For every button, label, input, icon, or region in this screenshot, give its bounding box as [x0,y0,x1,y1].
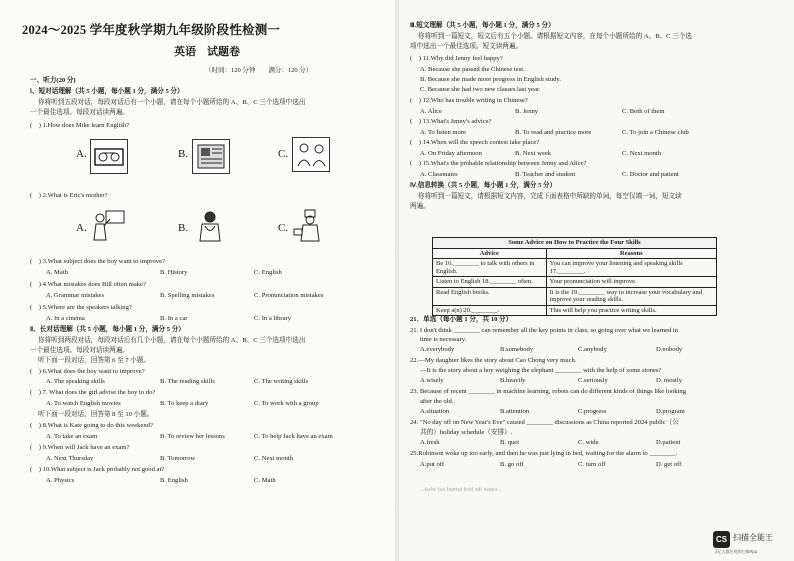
camscanner-logo: CS [713,531,730,548]
table-header-advice: Advice [433,248,547,259]
q23-option-d: D.program [656,408,685,415]
q3-option-b: B. History [160,269,188,276]
question-4: ( ) 4.What mistakes does Bill often make? [30,281,146,288]
section-3-instruction: 你将听到一篇短文，短文后有五个小题。请根据短文内容，在每个小题所给的 A、B、C 三个选 [418,33,693,40]
question-11: ( ) 11.Why did Jenny feel happy? [410,55,503,62]
q5-option-c: C. In a library [254,315,291,322]
q24-option-b: B. quet [500,439,520,446]
option-label: B. [178,148,189,160]
q11-option-c: C. Because she had two new classes last year. [420,86,541,93]
q12-option-b: B. Jenny [515,108,539,115]
q22-option-c: C.seriously [578,377,608,384]
q23-option-b: B.attention [500,408,530,415]
q25-option-a: A.put off [420,461,445,468]
option-label: A. [76,148,87,160]
q12-option-c: C. Both of them [622,108,665,115]
q14-option-c: C. Next month [622,150,662,157]
q21-option-b: B.somebody [500,346,534,353]
q21-option-a: A.everybody [420,346,455,353]
cook-picture [292,209,328,242]
section-3-instruction: 项中选出一个最佳选项。短文读两遍。 [410,43,523,50]
question-5: ( ) 5.Where are the speakers talking? [30,304,132,311]
question-22-cont: —It is the story about a boy weighing the elephant ________ with the help of some stones? [420,367,662,374]
q7-option-c: C. To work with a group [254,400,319,407]
q13-option-c: C. To join a Chinese club [622,129,689,136]
q22-option-d: D. mostly [656,377,683,384]
question-15: ( ) 15.What's the probable relationship between Jenny and Alice? [410,160,587,167]
question-8: ( ) 8.What is Kate going to do this weekend? [30,422,153,429]
q6-option-a: A. The speaking skills [46,378,105,385]
q15-option-c: C. Doctor and patient [622,171,679,178]
table-cell: You can improve your listening and speaking skills 17.________. [546,259,716,277]
question-14: ( ) 14.When will the speech contest take place? [410,139,540,146]
advice-table [432,237,717,316]
table-row [433,277,717,288]
q10-option-a: A. Physics [46,477,75,484]
table-row [433,287,717,305]
page-fold [395,0,399,561]
question-23-cont: after the old. [420,398,454,405]
option-label: A. [76,222,87,234]
option-label: C. [278,222,289,234]
q11-option-a: A. Because she passed the Chinese test. [420,66,525,73]
question-23: 23. Because of recent ________ in machine learning, robots can do different kinds of things like looking [410,388,687,395]
q13-option-a: A. To listen more [420,129,466,136]
question-13: ( ) 13.What's Jenny's advice? [410,118,492,125]
question-10: ( ) 10.What subject is Jack probably not good at? [30,466,165,473]
q21-option-d: D.nobody [656,346,683,353]
q8-option-a: A. To take an exam [46,433,98,440]
teacher-picture [90,209,126,242]
question-21-cont: time is necessary. [420,336,467,343]
table-cell: It is the 19.________ way to increase your vocabulary and improve your reading skills. [546,287,716,305]
question-1: ( ) 1.How does Mike learn English? [30,122,130,129]
q9-option-b: B. Tomorrow [160,455,196,462]
scanner-watermark [713,530,785,558]
q8-option-c: C. To help Jack have an exam [254,433,333,440]
q12-option-a: A. Alice [420,108,442,115]
section-1-instruction: 一个最佳选项。每段对话读两遍。 [30,109,129,116]
q4-option-b: B. Spelling mistakes [160,292,215,299]
table-cell: Your pronunciation will improve. [546,277,716,288]
question-25: 25.Robinson woke up too early, and then he was just lying in bed, waiting for the alarm to ________. [410,450,678,457]
question-12: ( ) 12.Who has trouble writing in Chinese? [410,97,528,104]
table-row [433,305,717,316]
question-21: 21. I don't think ________ can remember all the key points in class, so going over what we learned in [410,327,678,334]
q24-option-d: D.patient [656,439,681,446]
q23-option-c: C.progress [578,408,607,415]
exam-title: 2024～2025 学年度秋学期九年级阶段性检测一 [22,23,281,37]
question-2: ( ) 2.What is Eric's mother? [30,192,108,199]
q7-option-b: B. To keep a diary [160,400,209,407]
q22-option-a: A.wisely [420,377,444,384]
question-9: ( ) 9.When will Jack have an exam? [30,444,130,451]
q4-option-a: A. Grammar mistakes [46,292,105,299]
tape-recorder-picture [90,139,128,174]
q9-option-c: C. Next month [254,455,294,462]
section-5-heading: 21．单选（每小题 1 分，共 10 分） [410,316,513,323]
q23-option-a: A.situation [420,408,450,415]
q14-option-a: A. On Friday afternoon [420,150,482,157]
table-cell: Keep a(n) 20.________. [433,305,547,316]
question-6: ( ) 6.What does the boy want to improve? [30,368,145,375]
scanner-name: 扫描全能王 [733,533,773,542]
q15-option-b: B. Teacher and student [515,171,576,178]
section-1-heading: Ⅰ、短对话理解（共 5 小题，每小题 1 分，满分 5 分） [30,88,184,95]
section-3-heading: Ⅲ.短文理解（共 5 小题，每小题 1 分，满分 5 分） [410,22,555,29]
option-label: C. [278,148,289,160]
section-2-instruction: 听下面一段对话，回答第 8 至 10 小题。 [38,411,154,418]
q3-option-c: C. English [254,269,282,276]
q22-option-b: B.heavily [500,377,526,384]
q15-option-a: A. Classmates [420,171,458,178]
q14-option-b: B. Next week [515,150,552,157]
table-cell: This will help you practice writing skills. [546,305,716,316]
question-22: 22.—My daughter likes the story about Cao Chong very much. [410,357,577,364]
q24-option-a: A.fresh [420,439,440,446]
doctor-picture [192,209,228,242]
bleed-through-text: ...cause the bird turned out what... [420,487,502,493]
table-header-reasons: Reasons [546,248,716,259]
table-cell: Be 16.________ to talk with others in English. [433,259,547,277]
q9-option-a: A. Next Thursday [46,455,94,462]
section-2-heading: Ⅱ、长对话理解（共 5 小题，每小题 1 分，满分 5 分） [30,326,185,333]
q5-option-a: A. In a cinema [46,315,85,322]
question-24-cont: 共的）holiday schedule（安排）. [420,429,513,436]
newspaper-picture [192,139,230,174]
q10-option-b: B. English [160,477,188,484]
table-title: Some Advice on How to Practice the Four Skills [433,238,717,249]
q6-option-b: B. The reading skills [160,378,215,385]
q25-option-b: B. go off [500,461,524,468]
q25-option-c: C. turn off [578,461,606,468]
table-row [433,259,717,277]
exam-subtitle: 英语 试题卷 [174,46,240,58]
table-cell: Read English books. [433,287,547,305]
q11-option-b: B. Because she made more progress in English study. [420,76,561,83]
q21-option-c: C.anybody [578,346,607,353]
q8-option-b: B. To review her lessons [160,433,225,440]
option-label: B. [178,222,189,234]
scanner-tagline: 3亿人都在用的扫描App [715,549,758,554]
section-1-instruction: 你将听到五段对话，每段对话后有一个小题，请在每个小题所给的 A、B、C 三个选项中选出 [38,99,306,106]
q4-option-c: C. Pronunciation mistakes [254,292,324,299]
q10-option-c: C. Math [254,477,276,484]
exam-time-info: （时间：120 分钟 满分：120 分） [205,67,313,74]
section-2-instruction: 听下面一段对话，回答第 6 至 7 小题。 [38,357,151,364]
section-4-heading: Ⅳ.信息转换（共 5 小题，每小题 1 分，满分 5 分） [410,182,557,189]
q5-option-b: B. In a car [160,315,188,322]
section-2-instruction: 你将听到两段对话，每段对话后有几个小题，请在每个小题所给的 A、B、C 三个选项中选出 [38,337,306,344]
people-talking-picture [292,137,330,172]
q25-option-d: D. get off [656,461,682,468]
question-7: ( ) 7. What does the girl advise the boy to do? [30,389,156,396]
section-2-instruction: 一个最佳选项。每段对话读两遍。 [30,347,129,354]
q6-option-c: C. The writing skills [254,378,309,385]
q13-option-b: B. To read and practice more [515,129,592,136]
question-3: ( ) 3.What subject does the boy want to improve? [30,258,165,265]
section-4-instruction: 你将听到一篇短文，请根据短文内容，完成下面表格中所缺的单词，每空仅填一词，短文读 [418,193,682,200]
q24-option-c: C. wide [578,439,599,446]
part-listening: 一、听力(20 分) [30,77,76,84]
q7-option-a: A. To watch English movies [46,400,121,407]
question-24: 24. "No day off on New Year's Eve" caused ________ discussions as China reported 2024 public（公 [410,419,679,426]
table-cell: Listen to English 18.________ often. [433,277,547,288]
q3-option-a: A. Math [46,269,68,276]
section-4-instruction: 两遍。 [410,203,430,210]
